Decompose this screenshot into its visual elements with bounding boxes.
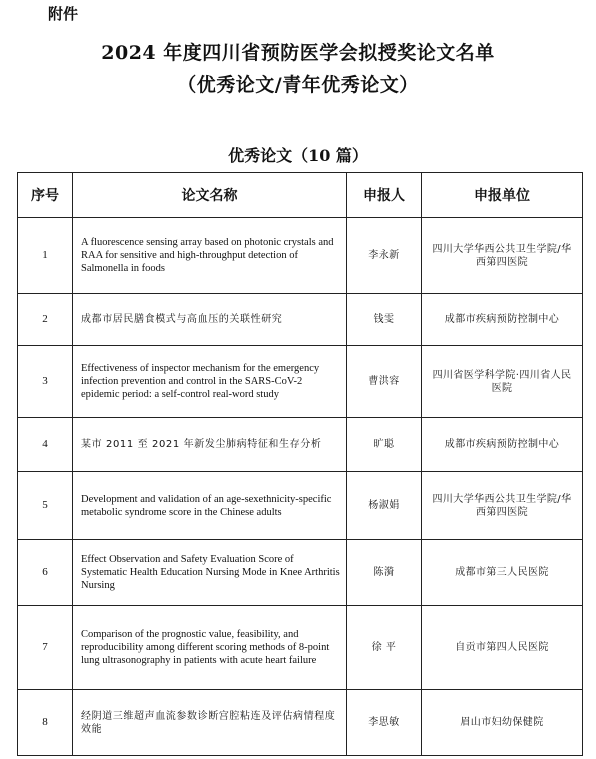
cell-author: 陈漪 xyxy=(347,540,422,606)
table-row xyxy=(18,690,583,756)
cell-author: 曹洪容 xyxy=(347,346,422,418)
cell-title: 某市 2011 至 2021 年新发尘肺病特征和生存分析 xyxy=(73,418,347,472)
cell-title: Effectiveness of inspector mechanism for the emergency infection prevention and control in the SARS-CoV-2 epidemic period: a self-control real-word study xyxy=(73,346,347,418)
table-row xyxy=(18,346,583,418)
document-title: 2024 年度四川省预防医学会拟授奖论文名单 xyxy=(101,42,495,64)
table-row xyxy=(18,472,583,540)
cell-title: 经阴道三维超声血流参数诊断宫腔粘连及评估病情程度 效能 xyxy=(73,690,347,756)
table-row xyxy=(18,218,583,294)
column-header-author: 申报人 xyxy=(347,173,422,218)
cell-author: 李永新 xyxy=(347,218,422,294)
cell-unit: 四川省医学科学院·四川省人民医院 xyxy=(422,346,583,418)
cell-unit: 四川大学华西公共卫生学院/华西第四医院 xyxy=(422,472,583,540)
column-header-title: 论文名称 xyxy=(73,173,347,218)
cell-title: A fluorescence sensing array based on photonic crystals and RAA for sensitive and high-throughput detection of Salmonella in foods xyxy=(73,218,347,294)
cell-unit: 四川大学华西公共卫生学院/华西第四医院 xyxy=(422,218,583,294)
cell-author: 徐 平 xyxy=(347,606,422,690)
attachment-label: 附件 xyxy=(48,5,79,23)
cell-number: 3 xyxy=(18,346,73,418)
cell-number: 7 xyxy=(18,606,73,690)
cell-number: 2 xyxy=(18,294,73,346)
cell-unit: 自贡市第四人民医院 xyxy=(422,606,583,690)
cell-number: 8 xyxy=(18,690,73,756)
cell-unit: 成都市疾病预防控制中心 xyxy=(422,294,583,346)
document-subtitle: （优秀论文/青年优秀论文） xyxy=(177,74,419,96)
table-row xyxy=(18,540,583,606)
column-header-number: 序号 xyxy=(18,173,73,218)
award-table xyxy=(17,172,583,756)
cell-title: Development and validation of an age-sexethnicity-specific metabolic syndrome score in the Chinese adults xyxy=(73,472,347,540)
table-header-row xyxy=(18,173,583,218)
cell-number: 4 xyxy=(18,418,73,472)
section-title: 优秀论文（10 篇） xyxy=(228,146,368,165)
table-row xyxy=(18,418,583,472)
table-row xyxy=(18,294,583,346)
cell-number: 5 xyxy=(18,472,73,540)
cell-number: 6 xyxy=(18,540,73,606)
cell-title: 成都市居民膳食模式与高血压的关联性研究 xyxy=(73,294,347,346)
cell-unit: 成都市第三人民医院 xyxy=(422,540,583,606)
cell-author: 钱雯 xyxy=(347,294,422,346)
cell-unit: 眉山市妇幼保健院 xyxy=(422,690,583,756)
cell-number: 1 xyxy=(18,218,73,294)
cell-author: 旷聪 xyxy=(347,418,422,472)
table-row xyxy=(18,606,583,690)
cell-author: 杨淑娟 xyxy=(347,472,422,540)
cell-title: Effect Observation and Safety Evaluation Score of Systematic Health Education Nursing Mode in Knee Arthritis Nursing xyxy=(73,540,347,606)
cell-title: Comparison of the prognostic value, feasibility, and reproducibility among different scoring methods of 8-point lung ultrasonography in patients with acute heart failure xyxy=(73,606,347,690)
column-header-unit: 申报单位 xyxy=(422,173,583,218)
cell-author: 李思敏 xyxy=(347,690,422,756)
cell-unit: 成都市疾病预防控制中心 xyxy=(422,418,583,472)
